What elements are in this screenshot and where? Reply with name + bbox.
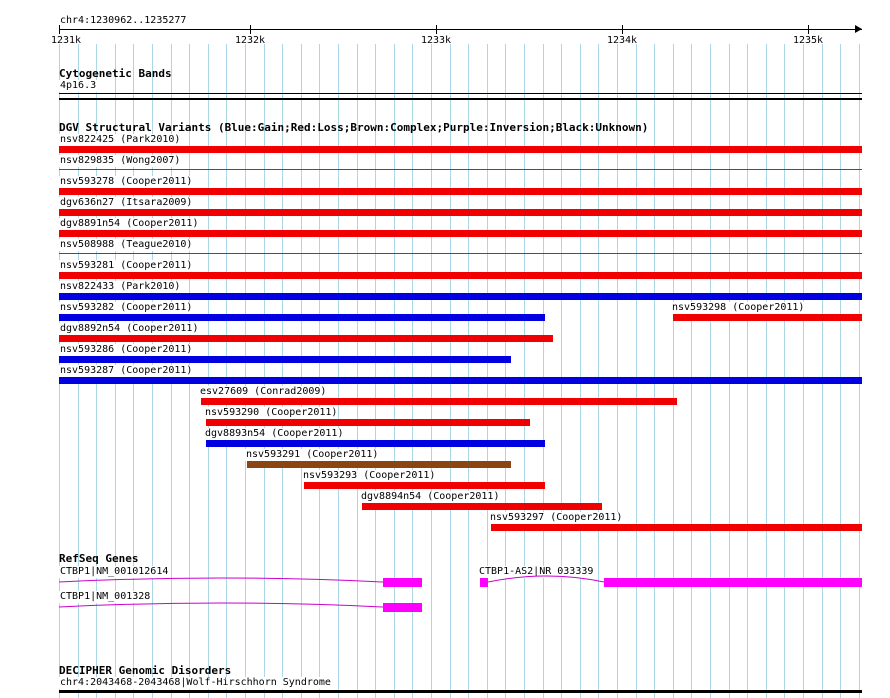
- variant-label[interactable]: dgv8893n54 (Cooper2011): [205, 428, 344, 439]
- variant-label[interactable]: nsv829835 (Wong2007): [60, 155, 181, 166]
- variant-bar[interactable]: [59, 146, 862, 153]
- variant-label[interactable]: nsv593281 (Cooper2011): [60, 260, 193, 271]
- variant-bar[interactable]: [206, 440, 545, 447]
- track-divider: [59, 98, 862, 100]
- refseq-gene-models[interactable]: [0, 570, 890, 620]
- variant-bar[interactable]: [304, 482, 545, 489]
- ruler-tick-label: 1232k: [234, 35, 266, 46]
- variant-label[interactable]: nsv593291 (Cooper2011): [246, 449, 379, 460]
- gene-exon[interactable]: [480, 578, 488, 587]
- variant-label[interactable]: nsv593286 (Cooper2011): [60, 344, 193, 355]
- variant-bar[interactable]: [59, 314, 545, 321]
- variant-label[interactable]: nsv508988 (Teague2010): [60, 239, 193, 250]
- variant-bar[interactable]: [59, 272, 862, 279]
- track-title-refseq[interactable]: RefSeq Genes: [59, 552, 139, 565]
- variant-bar[interactable]: [491, 524, 862, 531]
- cytoband-label[interactable]: 4p16.3: [60, 80, 97, 91]
- gene-exon[interactable]: [383, 578, 422, 587]
- coordinate-readout: chr4:1230962..1235277: [60, 15, 187, 26]
- variant-bar[interactable]: [59, 356, 511, 363]
- variant-bar[interactable]: [59, 230, 862, 237]
- gene-label[interactable]: CTBP1-AS2|NR_033339: [479, 566, 594, 577]
- gene-intron[interactable]: [488, 576, 604, 582]
- variant-label[interactable]: nsv822425 (Park2010): [60, 134, 181, 145]
- gene-exon[interactable]: [383, 603, 422, 612]
- variant-bar[interactable]: [59, 188, 862, 195]
- variant-bar[interactable]: [59, 253, 862, 254]
- variant-label[interactable]: nsv593298 (Cooper2011): [672, 302, 805, 313]
- variant-bar[interactable]: [59, 377, 862, 384]
- variant-label[interactable]: esv27609 (Conrad2009): [200, 386, 327, 397]
- ruler-arrow-icon: [855, 25, 862, 33]
- track-title-dgv[interactable]: DGV Structural Variants (Blue:Gain;Red:Loss;Brown:Complex;Purple:Inversion;Black:Unknown): [59, 121, 649, 134]
- variant-label[interactable]: dgv8891n54 (Cooper2011): [60, 218, 199, 229]
- gene-label[interactable]: CTBP1|NM_001328: [60, 591, 151, 602]
- variant-label[interactable]: nsv593297 (Cooper2011): [490, 512, 623, 523]
- variant-label[interactable]: nsv593290 (Cooper2011): [205, 407, 338, 418]
- ruler-tick-label: 1231k: [50, 35, 82, 46]
- variant-label[interactable]: dgv8894n54 (Cooper2011): [361, 491, 500, 502]
- variant-bar[interactable]: [247, 461, 511, 468]
- variant-bar[interactable]: [206, 419, 530, 426]
- variant-label[interactable]: nsv593293 (Cooper2011): [303, 470, 436, 481]
- gene-intron[interactable]: [59, 578, 383, 582]
- variant-label[interactable]: dgv8892n54 (Cooper2011): [60, 323, 199, 334]
- gene-label[interactable]: CTBP1|NM_001012614: [60, 566, 169, 577]
- variant-bar[interactable]: [362, 503, 602, 510]
- track-title-cytoband[interactable]: Cytogenetic Bands: [59, 67, 172, 80]
- ruler-tick-label: 1233k: [420, 35, 452, 46]
- gene-intron[interactable]: [59, 603, 383, 607]
- decipher-item-label[interactable]: chr4:2043468-2043468|Wolf-Hirschhorn Syndrome: [60, 677, 331, 688]
- ruler-tick-label: 1234k: [606, 35, 638, 46]
- decipher-bar[interactable]: [59, 690, 862, 693]
- variant-label[interactable]: nsv593282 (Cooper2011): [60, 302, 193, 313]
- track-title-decipher[interactable]: DECIPHER Genomic Disorders: [59, 664, 232, 677]
- variant-bar[interactable]: [673, 314, 862, 321]
- variant-label[interactable]: nsv593287 (Cooper2011): [60, 365, 193, 376]
- gene-exon[interactable]: [604, 578, 862, 587]
- ruler-tick-label: 1235k: [792, 35, 824, 46]
- variant-bar[interactable]: [59, 293, 862, 300]
- variant-bar[interactable]: [201, 398, 677, 405]
- variant-bar[interactable]: [59, 209, 862, 216]
- variant-label[interactable]: nsv822433 (Park2010): [60, 281, 181, 292]
- variant-bar[interactable]: [59, 169, 862, 170]
- variant-label[interactable]: dgv636n27 (Itsara2009): [60, 197, 193, 208]
- variant-bar[interactable]: [59, 335, 553, 342]
- ruler-axis: [59, 29, 862, 30]
- variant-label[interactable]: nsv593278 (Cooper2011): [60, 176, 193, 187]
- cytoband-bar[interactable]: [59, 93, 862, 94]
